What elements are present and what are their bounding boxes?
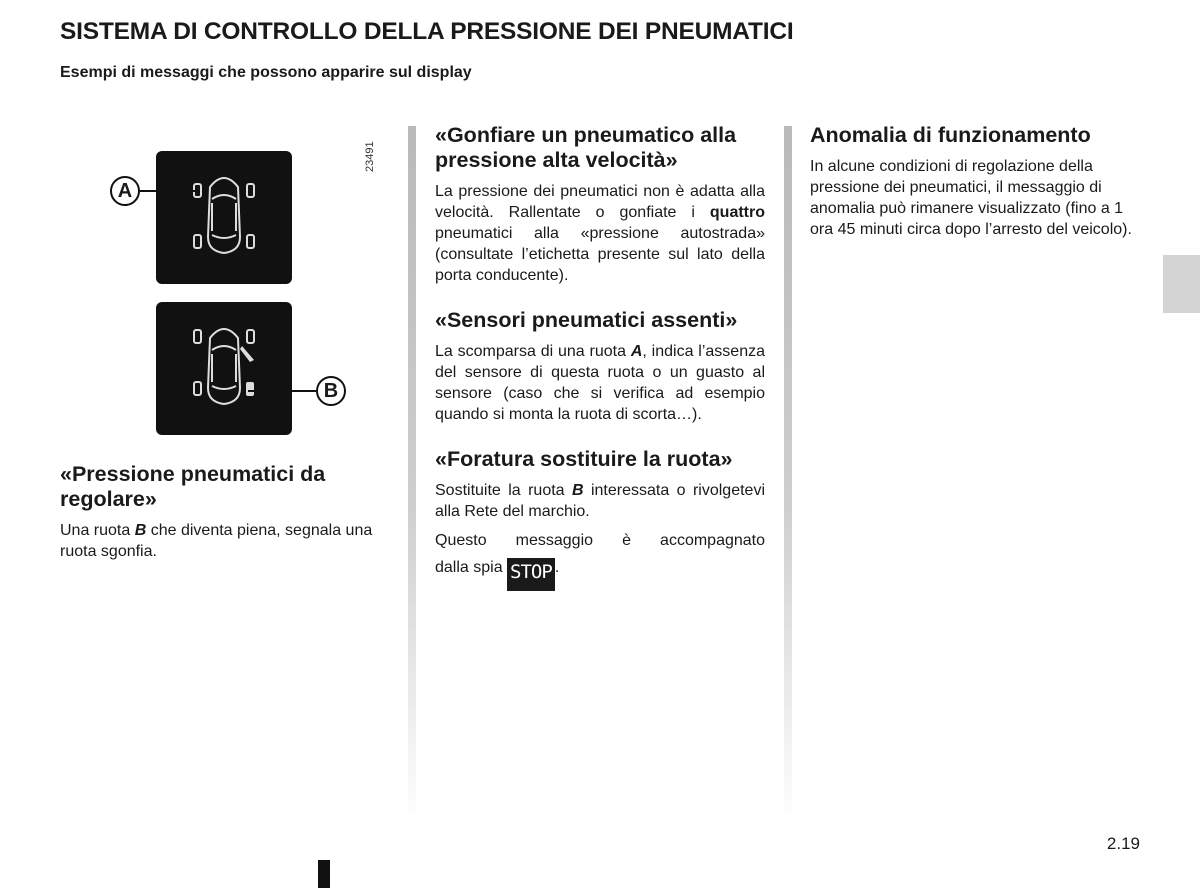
page-subtitle: Esempi di messaggi che possono apparire sul display <box>60 64 472 81</box>
column-divider-middle <box>408 126 416 826</box>
binding-mark <box>318 860 330 888</box>
section-text-2: Questo messaggio è accompagnato <box>435 532 765 549</box>
callout-a: A <box>110 176 140 206</box>
figure-number: 23491 <box>364 141 376 172</box>
car-top-view-icon <box>156 302 292 435</box>
section-heading: «Foratura sostituire la ruota» <box>435 447 733 471</box>
chapter-tab <box>1163 255 1200 313</box>
section-heading: «Sensori pneumatici assenti» <box>435 308 738 332</box>
section-heading: «Gonfiare un pneumatico alla pressione alta velocità» <box>435 123 737 172</box>
display-panel-b <box>156 302 292 435</box>
right-column <box>810 123 1142 240</box>
section-heading: Anomalia di funzionamento <box>810 123 1091 147</box>
section-text: La pressione dei pneumatici non è adatta alla velocità. Rallentate o gonfiate i quattro pneumatici alla «pressione autostrada» (consultate l’etichetta presente sul lato della porta conducente). <box>435 183 765 284</box>
page-number: 2.19 <box>1106 834 1140 853</box>
section-heading: «Pressione pneumatici da regolare» <box>60 462 326 511</box>
section-high-speed-pressure <box>435 123 765 286</box>
stop-warning-light-icon: STOP <box>507 558 555 591</box>
left-column <box>60 462 392 562</box>
callout-b-leader <box>248 390 316 392</box>
display-panel-a <box>156 151 292 284</box>
section-puncture <box>435 447 765 591</box>
section-text: In alcune condizioni di regolazione della pressione dei pneumatici, il messaggio di anomalia può rimanere visualizzato (fino a 1 ora 45 minuti circa dopo l’arresto del veicolo). <box>810 158 1132 238</box>
section-text: Una ruota B che diventa piena, segnala una ruota sgonfia. <box>60 522 373 560</box>
callout-b: B <box>316 376 346 406</box>
section-text: Sostituite la ruota B interessata o rivolgetevi alla Rete del marchio. <box>435 482 765 520</box>
callout-a-leader <box>140 190 200 192</box>
flat-wheel-indicator <box>246 382 254 396</box>
section-text: La scomparsa di una ruota A, indica l’assenza del sensore di questa ruota o un guasto al sensore (caso che si verifica ad esempio quando si monta la ruota di scorta…). <box>435 343 766 423</box>
middle-column <box>435 123 765 591</box>
section-sensors-missing <box>435 308 765 425</box>
car-top-view-icon <box>156 151 292 284</box>
section-text-3: dalla spia STOP . <box>435 557 765 591</box>
column-divider-right <box>784 126 792 826</box>
page-title: SISTEMA DI CONTROLLO DELLA PRESSIONE DEI PNEUMATICI <box>60 18 794 45</box>
